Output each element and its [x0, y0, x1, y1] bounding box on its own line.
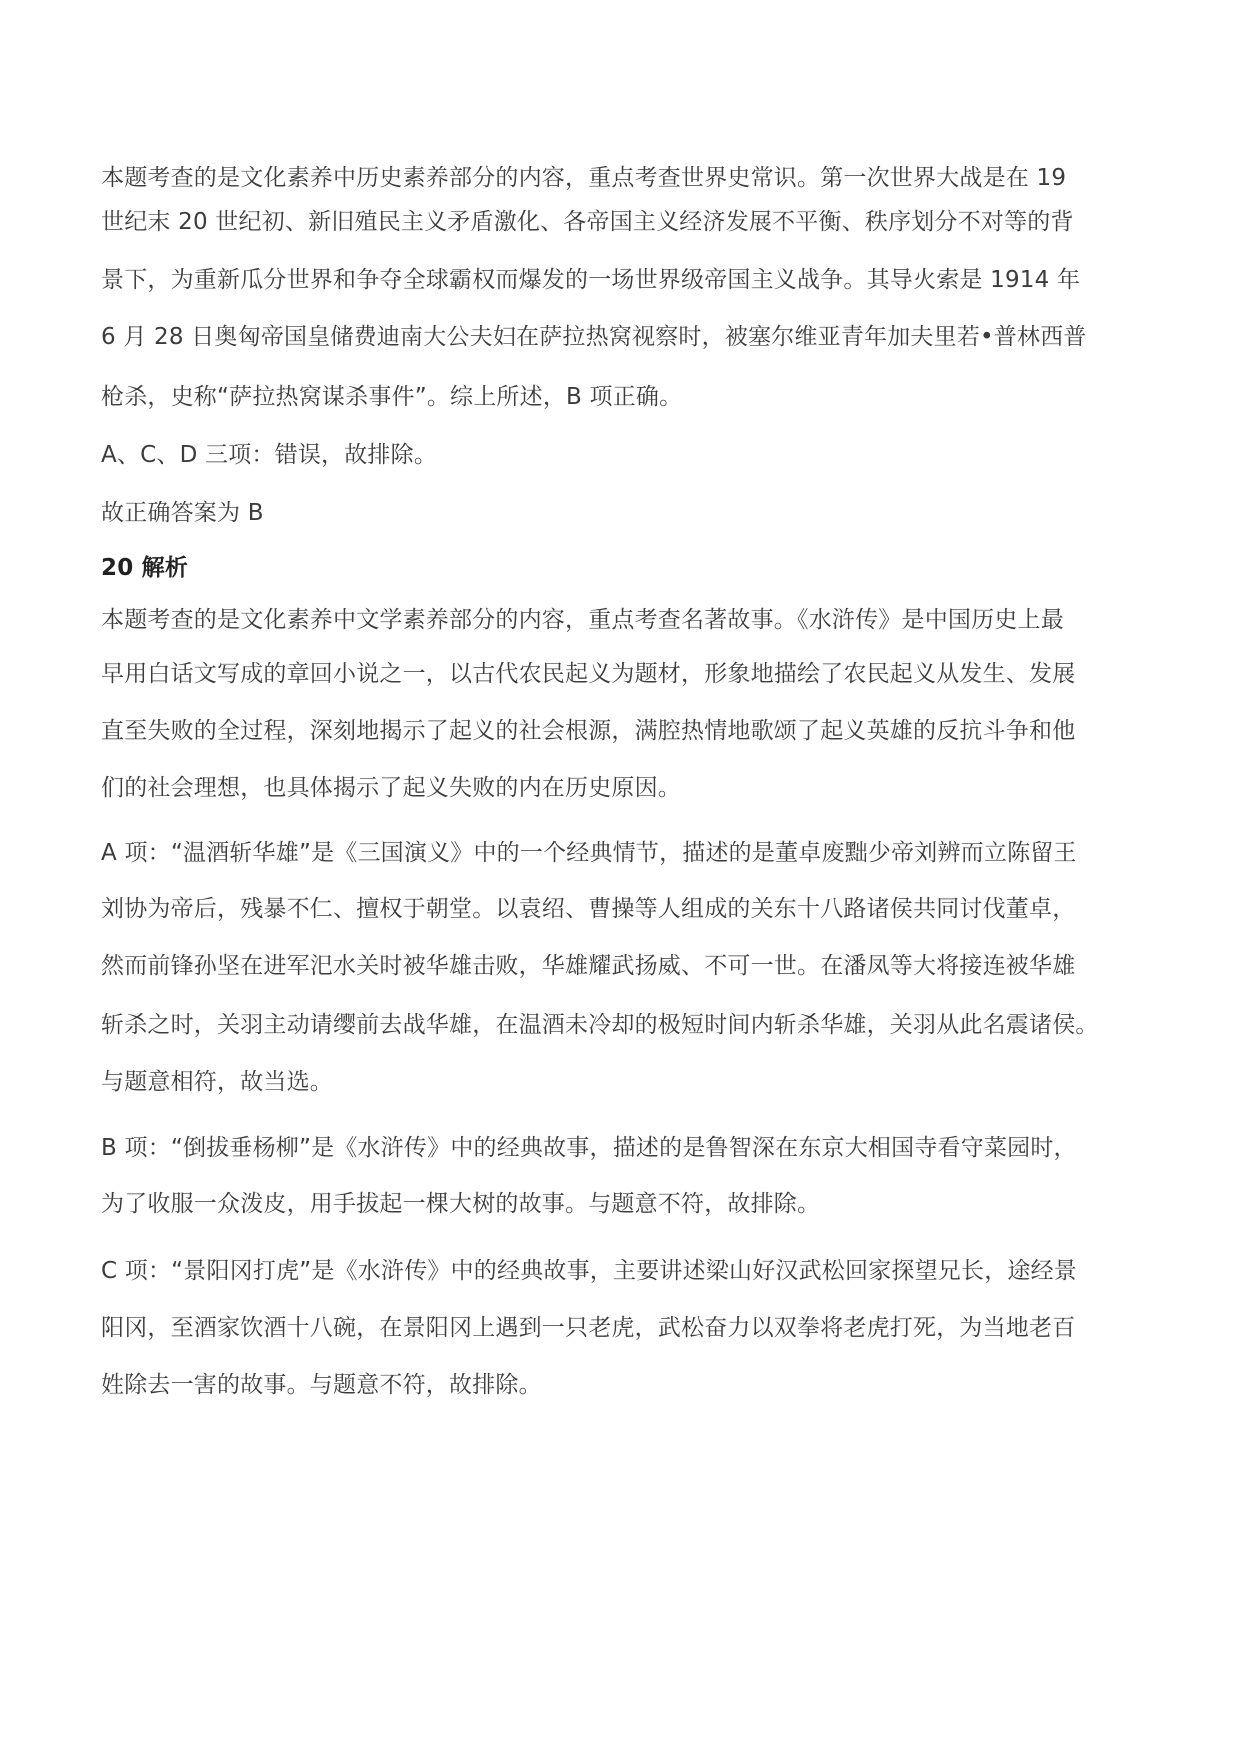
paragraph-line: 世纪末 20 世纪初、新旧殖民主义矛盾激化、各帝国主义经济发展不平衡、秩序划分不对等的背: [101, 209, 1074, 235]
paragraph-line: 直至失败的全过程，深刻地揭示了起义的社会根源，满腔热情地歌颂了起义英雄的反抗斗争和他: [101, 718, 1076, 744]
option-b-line: B 项：“倒拔垂杨柳”是《水浒传》中的经典故事，描述的是鲁智深在东京大相国寺看守菜园时，: [101, 1135, 1077, 1161]
section-heading: 20 解析: [101, 555, 189, 581]
paragraph-line: 景下，为重新瓜分世界和争夺全球霸权而爆发的一场世界级帝国主义战争。其导火索是 1914 年: [101, 267, 1081, 293]
answer-line: 故正确答案为 B: [101, 500, 264, 526]
paragraph-line: 6 月 28 日奥匈帝国皇储费迪南大公夫妇在萨拉热窝视察时，被塞尔维亚青年加夫里若•普林西普: [101, 324, 1087, 350]
paragraph-line: A、C、D 三项：错误，故排除。: [101, 442, 438, 468]
option-a-line: 然而前锋孙坚在进军汜水关时被华雄击败，华雄耀武扬威、不可一世。在潘凤等大将接连被华雄: [101, 953, 1076, 979]
option-a-line: 与题意相符，故当选。: [101, 1069, 333, 1095]
option-a-line: A 项：“温酒斩华雄”是《三国演义》中的一个经典情节，描述的是董卓废黜少帝刘辨而立陈留王: [101, 840, 1077, 866]
option-c-line: 阳冈，至酒家饮酒十八碗，在景阳冈上遇到一只老虎，武松奋力以双拳将老虎打死，为当地老百: [101, 1315, 1076, 1341]
option-c-line: 姓除去一害的故事。与题意不符，故排除。: [101, 1372, 542, 1398]
option-a-line: 斩杀之时，关羽主动请缨前去战华雄，在温酒未冷却的极短时间内斩杀华雄，关羽从此名震诸侯。: [101, 1012, 1099, 1038]
paragraph-line: 们的社会理想，也具体揭示了起义失败的内在历史原因。: [101, 775, 681, 801]
option-b-line: 为了收服一众泼皮，用手拔起一棵大树的故事。与题意不符，故排除。: [101, 1191, 821, 1217]
option-a-line: 刘协为帝后，残暴不仁、擅权于朝堂。以袁绍、曹操等人组成的关东十八路诸侯共同讨伐董卓，: [101, 896, 1076, 922]
paragraph-line: 本题考查的是文化素养中历史素养部分的内容，重点考查世界史常识。第一次世界大战是在 19: [101, 165, 1067, 191]
paragraph-line: 本题考查的是文化素养中文学素养部分的内容，重点考查名著故事。《水浒传》是中国历史上最: [101, 607, 1064, 633]
paragraph-line: 枪杀，史称“萨拉热窝谋杀事件”。综上所述，B 项正确。: [101, 384, 683, 410]
paragraph-line: 早用白话文写成的章回小说之一，以古代农民起义为题材，形象地描绘了农民起义从发生、发展: [101, 661, 1076, 687]
option-c-line: C 项：“景阳冈打虎”是《水浒传》中的经典故事，主要讲述梁山好汉武松回家探望兄长，途经景: [101, 1258, 1078, 1284]
